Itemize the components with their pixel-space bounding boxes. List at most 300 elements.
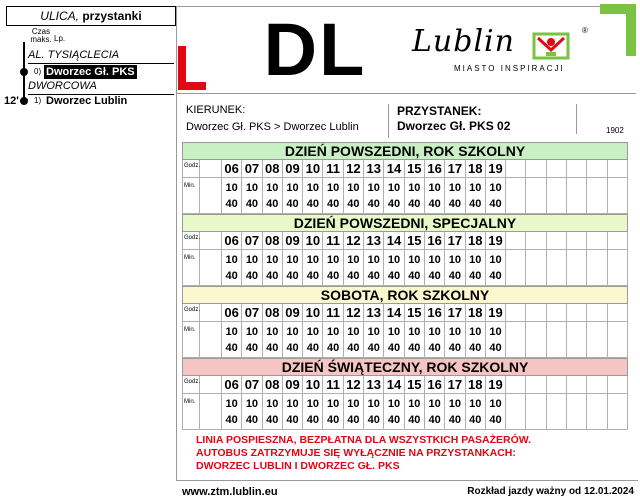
empty-cell [506,250,526,286]
departure-minute: 10 [367,398,380,410]
departure-minute: 40 [367,270,380,282]
hour-cell: 18 [466,376,486,394]
panel-divider [176,94,177,480]
hour-cell: 13 [364,376,384,394]
empty-cell [506,376,526,394]
hour-cell: 09 [283,376,303,394]
departure-minute: 40 [327,198,340,210]
street-name: AL. TYSIĄCLECIA [28,49,120,61]
empty-cell [526,322,546,358]
empty-cell [608,304,628,322]
minutes-cell [445,178,465,214]
minutes-cell [323,178,343,214]
departure-minute: 40 [469,198,482,210]
empty-cell [567,322,587,358]
departure-minute: 40 [245,270,259,282]
departure-minute: 40 [387,414,401,426]
departure-minute: 40 [327,270,340,282]
departure-minute: 40 [286,414,299,426]
empty-cell [567,232,587,250]
departure-minute: 10 [408,398,421,410]
empty-cell [608,178,628,214]
minutes-cell [283,322,303,358]
departure-minute: 10 [408,254,421,266]
empty-cell [506,232,526,250]
empty-cell [567,394,587,430]
empty-cell [608,322,628,358]
departure-minute: 40 [469,342,482,354]
empty-cell [526,376,546,394]
minutes-cell [405,250,425,286]
direction-value: Dworzec Gł. PKS > Dworzec Lublin [186,121,359,133]
hours-row-label: Godz. [182,376,200,394]
minutes-row [182,250,628,286]
departure-minute: 10 [469,398,482,410]
minutes-cell [303,322,323,358]
departure-minute: 40 [448,198,462,210]
street-divider [28,63,174,64]
hour-cell: 17 [445,376,465,394]
departure-minute: 10 [489,254,502,266]
hours-row-label: Godz. [182,232,200,250]
departure-minute: 10 [306,326,319,338]
hours-row [182,232,628,250]
empty-cell [506,304,526,322]
hour-cell: 18 [466,304,486,322]
minutes-cell [486,250,506,286]
minutes-cell [283,250,303,286]
empty-cell [506,178,526,214]
column-number-label: Lp. [54,34,66,43]
hour-cell: 17 [445,232,465,250]
hour-cell: 14 [384,304,404,322]
empty-cell [587,322,607,358]
empty-cell [567,178,587,214]
hour-cell: 09 [283,304,303,322]
departure-minute: 40 [306,342,319,354]
departure-minute: 40 [469,270,482,282]
departure-minute: 10 [387,182,401,194]
departure-minute: 10 [306,398,319,410]
minutes-cell [263,394,283,430]
departure-minute: 10 [387,398,401,410]
minutes-cell [344,178,364,214]
departure-minute: 10 [347,254,360,266]
minutes-cell [344,394,364,430]
departure-minute: 40 [225,342,238,354]
footer-divider [176,480,638,481]
departure-minute: 10 [245,326,259,338]
hour-cell: 07 [242,376,262,394]
hour-cell: 10 [303,376,323,394]
stop-number: 0) [34,67,42,76]
departure-minute: 10 [306,254,319,266]
stop-area [388,104,576,138]
departure-minute: 40 [225,414,238,426]
minutes-cell [242,250,262,286]
departure-minute: 10 [266,182,279,194]
route-panel [2,2,176,106]
hour-cell: 08 [263,376,283,394]
stop-dot [20,97,28,105]
hour-cell: 19 [486,304,506,322]
hour-cell: 09 [283,232,303,250]
hours-row [182,376,628,394]
hour-cell: 17 [445,304,465,322]
empty-cell [587,178,607,214]
hour-cell: 08 [263,304,283,322]
empty-cell [547,232,567,250]
empty-cell [526,232,546,250]
minutes-cell [303,394,323,430]
empty-cell [587,232,607,250]
minutes-cell [263,250,283,286]
hour-cell: 14 [384,376,404,394]
empty-cell [200,376,222,394]
minutes-cell [445,394,465,430]
departure-minute: 10 [327,398,340,410]
empty-cell [608,160,628,178]
service-note [196,434,531,473]
departure-minute: 40 [225,270,238,282]
hour-cell: 06 [222,376,242,394]
red-corner-mark [178,46,208,92]
empty-cell [608,232,628,250]
empty-cell [547,322,567,358]
empty-cell [526,178,546,214]
logo-wordmark: Lublin [412,24,515,59]
minutes-cell [323,394,343,430]
minutes-row [182,394,628,430]
section-title: DZIEŃ POWSZEDNI, SPECJALNY [182,214,628,232]
empty-cell [587,160,607,178]
minutes-cell [445,322,465,358]
empty-cell [506,160,526,178]
minutes-cell [263,322,283,358]
departure-minute: 40 [489,342,502,354]
departure-minute: 40 [428,342,441,354]
hour-cell: 11 [323,376,343,394]
route-header [6,6,176,26]
departure-minute: 40 [347,414,360,426]
logo-emblem-icon [532,28,570,62]
departure-minute: 10 [428,326,441,338]
departure-minute: 10 [448,398,462,410]
minutes-cell [222,178,242,214]
departure-minute: 10 [469,182,482,194]
departure-minute: 10 [469,326,482,338]
hour-cell: 14 [384,160,404,178]
logo-tagline: MIASTO INSPIRACJI [454,64,565,73]
departure-minute: 10 [225,182,238,194]
minutes-cell [384,394,404,430]
minutes-cell [405,178,425,214]
hour-cell: 17 [445,160,465,178]
minutes-row-label: Min. [182,178,200,214]
empty-cell [200,322,222,358]
departure-minute: 40 [306,270,319,282]
hour-cell: 12 [344,160,364,178]
departure-minute: 40 [408,198,421,210]
hour-cell: 12 [344,376,364,394]
timetable [182,142,628,430]
empty-cell [567,376,587,394]
departure-minute: 40 [286,342,299,354]
departure-minute: 10 [266,398,279,410]
empty-cell [587,394,607,430]
empty-cell [587,376,607,394]
departure-minute: 40 [225,198,238,210]
hour-cell: 15 [405,160,425,178]
minutes-cell [466,322,486,358]
hour-cell: 13 [364,160,384,178]
departure-minute: 10 [448,326,462,338]
departure-minute: 40 [367,414,380,426]
hour-cell: 06 [222,232,242,250]
hour-cell: 11 [323,160,343,178]
departure-minute: 40 [266,414,279,426]
empty-cell [526,160,546,178]
empty-cell [526,250,546,286]
minutes-cell [242,322,262,358]
minutes-cell [425,178,445,214]
departure-minute: 10 [489,398,502,410]
departure-minute: 10 [266,326,279,338]
departure-minute: 40 [387,342,401,354]
hour-cell: 15 [405,304,425,322]
departure-minute: 40 [387,270,401,282]
departure-minute: 40 [347,342,360,354]
street-name: DWORCOWA [28,80,97,92]
departure-minute: 10 [428,254,441,266]
line-number: DL [263,8,367,91]
hour-cell: 16 [425,160,445,178]
departure-minute: 40 [448,342,462,354]
stop-name[interactable]: Dworzec Lublin [46,95,128,107]
hour-cell: 08 [263,232,283,250]
departure-minute: 40 [347,198,360,210]
hour-cell: 10 [303,304,323,322]
departure-minute: 10 [367,182,380,194]
route-header-street-label: ULICA, [40,9,79,23]
departure-minute: 10 [428,398,441,410]
empty-cell [567,304,587,322]
departure-minute: 40 [489,414,502,426]
departure-minute: 10 [225,398,238,410]
departure-minute: 10 [245,254,259,266]
hour-cell: 15 [405,376,425,394]
minutes-cell [486,394,506,430]
empty-cell [547,376,567,394]
empty-cell [547,160,567,178]
minutes-cell [344,322,364,358]
departure-minute: 10 [387,254,401,266]
stop-name-current[interactable]: Dworzec Gł. PKS [46,66,135,78]
hour-cell: 06 [222,160,242,178]
hour-cell: 06 [222,304,242,322]
hour-cell: 12 [344,232,364,250]
minutes-cell [263,178,283,214]
minutes-cell [425,394,445,430]
departure-minute: 10 [286,254,299,266]
hour-cell: 10 [303,160,323,178]
empty-cell [200,232,222,250]
section-title: SOBOTA, ROK SZKOLNY [182,286,628,304]
website-link[interactable]: www.ztm.lublin.eu [182,486,278,498]
lublin-logo [412,20,596,80]
departure-minute: 10 [408,182,421,194]
hour-cell: 10 [303,232,323,250]
minutes-row [182,322,628,358]
hour-cell: 16 [425,232,445,250]
departure-minute: 40 [266,198,279,210]
hour-cell: 14 [384,232,404,250]
departure-minute: 40 [408,342,421,354]
minutes-cell [222,322,242,358]
hour-cell: 12 [344,304,364,322]
departure-minute: 40 [286,198,299,210]
minutes-row-label: Min. [182,322,200,358]
empty-cell [567,250,587,286]
hour-cell: 07 [242,304,262,322]
minutes-cell [222,250,242,286]
section-title: DZIEŃ POWSZEDNI, ROK SZKOLNY [182,142,628,160]
empty-cell [547,394,567,430]
stop-code: 1902 [606,126,624,135]
departure-minute: 40 [286,270,299,282]
departure-minute: 40 [367,342,380,354]
departure-minute: 10 [489,326,502,338]
minutes-cell [303,178,323,214]
minutes-cell [445,250,465,286]
minutes-cell [364,250,384,286]
hour-cell: 09 [283,160,303,178]
departure-minute: 40 [327,342,340,354]
minutes-cell [364,322,384,358]
empty-cell [526,394,546,430]
empty-cell [567,160,587,178]
departure-minute: 40 [245,414,259,426]
minutes-cell [466,178,486,214]
empty-cell [200,178,222,214]
hour-cell: 08 [263,160,283,178]
hour-cell: 13 [364,232,384,250]
hour-cell: 19 [486,376,506,394]
departure-minute: 10 [367,254,380,266]
note-line: LINIA POSPIESZNA, BEZPŁATNA DLA WSZYSTKICH PASAŻERÓW. [196,434,532,446]
stop-number: 1) [34,96,42,105]
departure-minute: 40 [428,198,441,210]
section-title: DZIEŃ ŚWIĄTECZNY, ROK SZKOLNY [182,358,628,376]
empty-cell [200,304,222,322]
minutes-row-label: Min. [182,394,200,430]
minutes-cell [466,250,486,286]
minutes-cell [222,394,242,430]
departure-minute: 40 [347,270,360,282]
minutes-cell [242,394,262,430]
minutes-cell [364,178,384,214]
minutes-cell [405,322,425,358]
hour-cell: 07 [242,232,262,250]
hour-cell: 19 [486,232,506,250]
direction-label: KIERUNEK: [186,104,246,116]
minutes-cell [283,178,303,214]
departure-minute: 10 [469,254,482,266]
empty-cell [547,250,567,286]
stop-travel-time: 12' [4,95,19,107]
departure-minute: 10 [347,182,360,194]
hour-cell: 16 [425,376,445,394]
departure-minute: 40 [469,414,482,426]
hours-row-label: Godz. [182,304,200,322]
departure-minute: 40 [327,414,340,426]
departure-minute: 40 [367,198,380,210]
hour-cell: 11 [323,232,343,250]
hour-cell: 13 [364,304,384,322]
departure-minute: 10 [347,398,360,410]
departure-minute: 40 [266,342,279,354]
departure-minute: 10 [408,326,421,338]
empty-cell [547,178,567,214]
note-line: AUTOBUS ZATRZYMUJE SIĘ WYŁĄCZNIE NA PRZYSTANKACH: [196,447,516,459]
minutes-cell [384,178,404,214]
minutes-cell [384,250,404,286]
empty-cell [200,394,222,430]
departure-minute: 40 [306,414,319,426]
minutes-cell [405,394,425,430]
hour-cell: 16 [425,304,445,322]
departure-minute: 40 [408,270,421,282]
column-max-time-label: Czas maks. [30,27,52,44]
direction-area [186,104,386,138]
departure-minute: 40 [408,414,421,426]
hour-cell: 11 [323,304,343,322]
departure-minute: 40 [245,198,259,210]
departure-minute: 10 [245,182,259,194]
minutes-row-label: Min. [182,250,200,286]
departure-minute: 10 [286,326,299,338]
validity-date: Rozkład jazdy ważny od 12.01.2024 [467,486,634,497]
departure-minute: 10 [327,254,340,266]
minutes-cell [303,250,323,286]
empty-cell [608,394,628,430]
empty-cell [608,376,628,394]
departure-minute: 10 [428,182,441,194]
departure-minute: 10 [327,326,340,338]
empty-cell [587,304,607,322]
minutes-cell [364,394,384,430]
departure-minute: 10 [347,326,360,338]
departure-minute: 40 [489,198,502,210]
hours-row [182,160,628,178]
departure-minute: 40 [266,270,279,282]
minutes-row [182,178,628,214]
hour-cell: 19 [486,160,506,178]
empty-cell [506,322,526,358]
departure-minute: 10 [489,182,502,194]
departure-minute: 10 [448,182,462,194]
departure-minute: 10 [448,254,462,266]
departure-minute: 10 [387,326,401,338]
departure-minute: 40 [489,270,502,282]
stop-label: PRZYSTANEK: [397,104,482,118]
empty-cell [608,250,628,286]
departure-minute: 10 [225,326,238,338]
minutes-cell [384,322,404,358]
hour-cell: 18 [466,232,486,250]
departure-minute: 10 [327,182,340,194]
logo-registered-mark: ® [582,26,588,35]
